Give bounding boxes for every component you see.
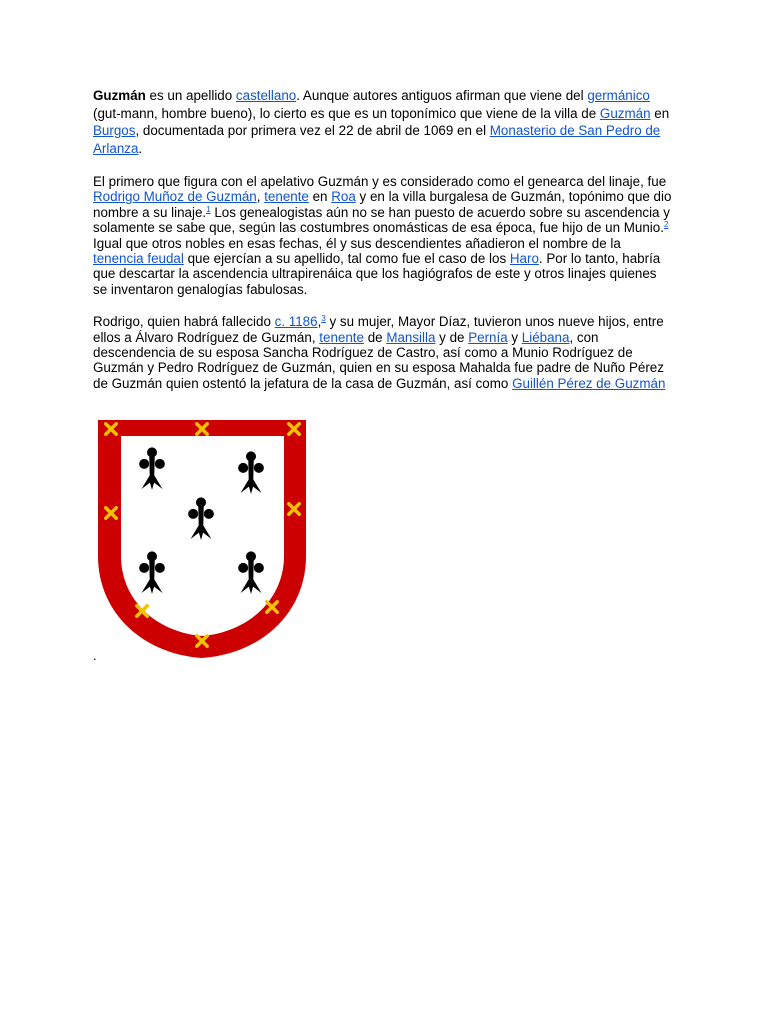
link-tenente-2[interactable]: tenente	[319, 329, 364, 345]
link-castellano[interactable]: castellano	[235, 88, 297, 103]
article-body	[93, 87, 673, 391]
link-germanico[interactable]: germánico	[587, 88, 650, 103]
surname-term: Guzmán	[93, 88, 146, 103]
link-rodrigo-munoz[interactable]: Rodrigo Muñoz de Guzmán	[93, 189, 257, 205]
link-guillen-perez[interactable]: Guillén Pérez de Guzmán	[512, 375, 666, 391]
link-monasterio-arlanza[interactable]: Monasterio de San Pedro de Arlanza	[93, 123, 661, 156]
link-pernia[interactable]: Pernía	[468, 329, 508, 345]
paragraph-origin: Guzmán es un apellido castellano. Aunque autores antiguos afirman que viene del germánico (gut-mann, hombre bueno), lo cierto es que es un toponímico que viene de la villa de Guzmán en Burgos, documentada por primera vez el 22 de abril de 1069 en el Monasterio de San Pedro de Arlanza.	[93, 88, 670, 156]
link-burgos[interactable]: Burgos	[93, 123, 136, 138]
link-haro[interactable]: Haro	[509, 251, 539, 267]
link-roa[interactable]: Roa	[331, 189, 356, 205]
coat-of-arms-image	[96, 418, 308, 660]
link-tenente[interactable]: tenente	[264, 189, 309, 205]
link-guzman[interactable]: Guzmán	[599, 105, 651, 121]
paragraph-genearca: El primero que figura con el apelativo Guzmán y es considerado como el genearca del linaje, fue Rodrigo Muñoz de Guzmán, tenente en Roa y en la villa burgalesa de Guzmán, topónimo que dio nombre a su linaje.$^1$ Los genealogistas aún no se han puesto de acuerdo sobre su ascendencia y solamente se sabe que, según las costumbres onomásticas de esa época, fue hijo de un Munio.$^2$ Igual que otros nobles en esas fechas, él y sus descendientes añadieron el nombre de la tenencia feudal que ejercían a su apellido, tal como fue el caso de los Haro. Por lo tanto, habría que descartar la ascendencia ultrapirenáica que los hagiógrafos de este y otros linajes quienes se inventaron genalogías fabulosas.	[93, 174, 672, 297]
link-mansilla[interactable]: Mansilla	[386, 329, 436, 345]
footnote-3[interactable]: 3	[321, 314, 326, 324]
link-c-1186[interactable]: c. 1186	[274, 314, 318, 330]
footnote-2[interactable]: 2	[663, 220, 669, 230]
link-tenencia-feudal[interactable]: tenencia feudal	[93, 251, 184, 267]
footnote-1[interactable]: 1	[206, 204, 211, 214]
trailing-period: .	[93, 648, 97, 663]
link-liebana[interactable]: Liébana	[521, 329, 570, 345]
paragraph-descendants: Rodrigo, quien habrá fallecido c. 1186,$^3$ y su mujer, Mayor Díaz, tuvieron unos nueve hijos, entre ellos a Álvaro Rodríguez de Guzmán, tenente de Mansilla y de Pernía y Liébana, con descendencia de su esposa Sancha Rodríguez de Castro, así como a Munio Rodríguez de Guzmán y Pedro Rodríguez de Guzmán, quien en su esposa Mahalda fue padre de Nuño Pérez de Guzmán quien ostentó la jefatura de la casa de Guzmán, así como Guillén Pérez de Guzmán	[93, 314, 666, 391]
